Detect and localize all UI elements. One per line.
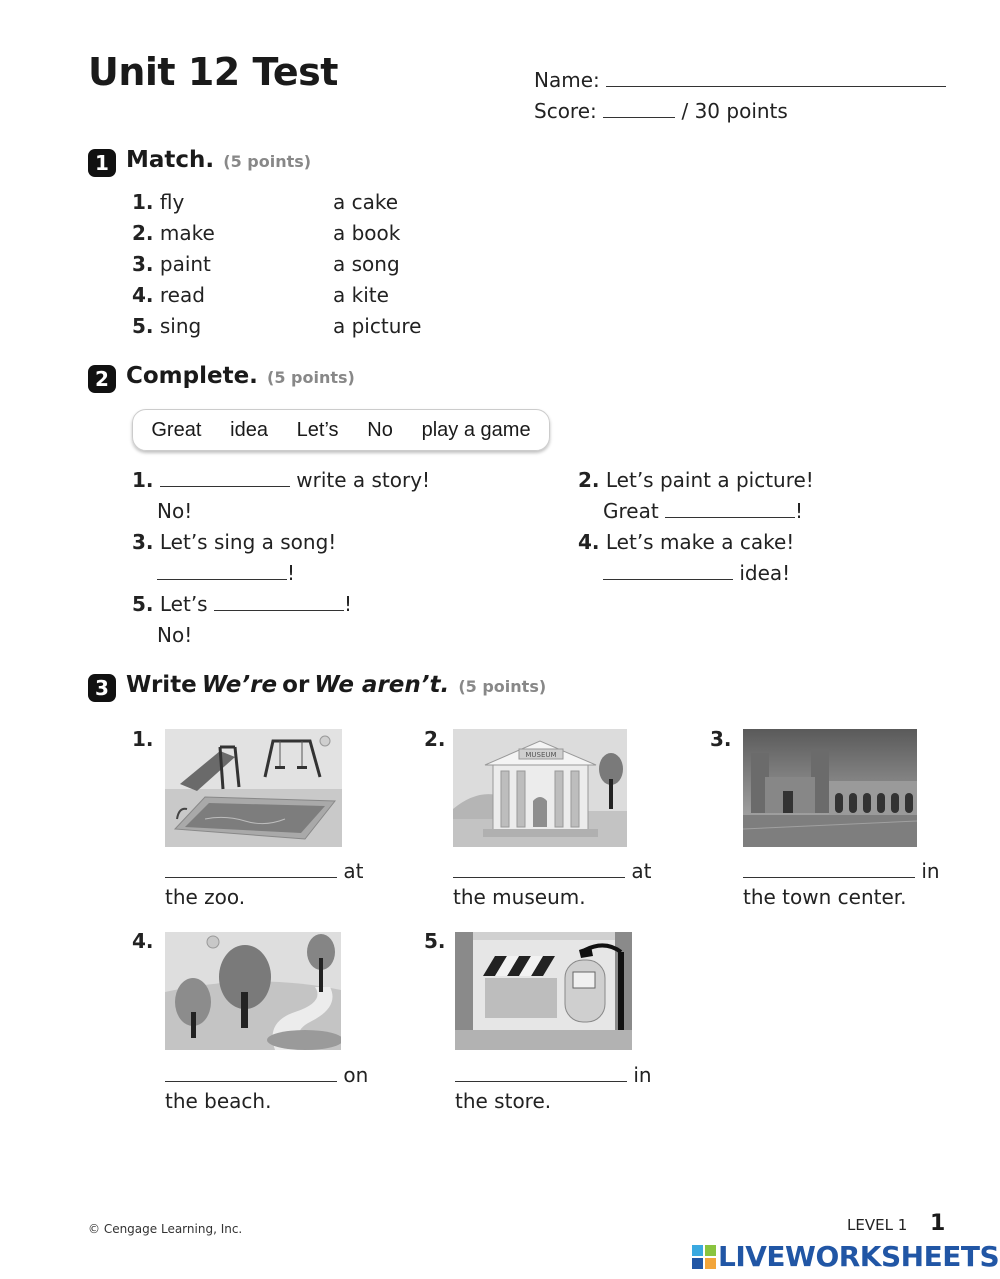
- item-number: 4.: [132, 283, 154, 307]
- museum-sign: MUSEUM: [525, 751, 557, 759]
- complete-item-4: [578, 530, 794, 554]
- item-text: in: [633, 1063, 652, 1087]
- copyright: © Cengage Learning, Inc.: [88, 1222, 243, 1236]
- liveworksheets-mark-icon: [692, 1245, 716, 1269]
- answer-blank[interactable]: [455, 1081, 627, 1082]
- item-text: in: [921, 859, 940, 883]
- section3-heading-or: or: [282, 672, 310, 698]
- complete-item-3: [132, 530, 336, 554]
- score-field[interactable]: [603, 117, 675, 118]
- match-object[interactable]: a picture: [333, 314, 422, 338]
- verb-text: make: [159, 221, 215, 245]
- match-verb: [132, 252, 211, 276]
- complete-item-2: [578, 468, 814, 492]
- answer-blank[interactable]: [165, 877, 337, 878]
- name-row: [534, 68, 946, 92]
- name-field[interactable]: [606, 86, 946, 87]
- write-item-1-line: [165, 859, 363, 883]
- match-object[interactable]: a kite: [333, 283, 389, 307]
- item-text: Let’s: [159, 592, 208, 616]
- verb-text: read: [159, 283, 205, 307]
- verb-text: fly: [159, 190, 185, 214]
- item-text: !: [287, 561, 296, 585]
- item-number: 5.: [424, 929, 446, 953]
- item-number: 4.: [578, 530, 600, 554]
- answer-blank[interactable]: [603, 579, 733, 580]
- answer-blank[interactable]: [743, 877, 915, 878]
- complete-item-1: [132, 468, 430, 492]
- item-number: 3.: [132, 252, 154, 276]
- page-title: Unit 12 Test: [88, 50, 338, 94]
- item-text: idea!: [739, 561, 791, 585]
- word-bank-item: play a game: [421, 418, 531, 441]
- match-verb: [132, 221, 215, 245]
- section3-option-1: We’re: [201, 672, 278, 698]
- item-number: 2.: [132, 221, 154, 245]
- score-row: [534, 99, 788, 123]
- page-number: 1: [930, 1211, 946, 1236]
- item-number: 1.: [132, 727, 154, 751]
- match-verb: [132, 190, 184, 214]
- section2-number: 2: [88, 365, 116, 393]
- section1-heading: Match.: [126, 147, 215, 173]
- item-number: 3.: [132, 530, 154, 554]
- answer-blank[interactable]: [665, 517, 795, 518]
- section2-points: (5 points): [267, 368, 355, 387]
- item-number: 2.: [424, 727, 446, 751]
- liveworksheets-brand: LIVEWORKSHEETS: [718, 1240, 1000, 1273]
- score-label: Score:: [534, 99, 597, 123]
- item-number: 3.: [710, 727, 732, 751]
- item-number: 1.: [132, 190, 154, 214]
- word-bank-item: idea: [230, 418, 268, 441]
- section3-heading-write: Write: [126, 672, 197, 698]
- match-object[interactable]: a cake: [333, 190, 399, 214]
- complete-item-4-response: [603, 561, 790, 585]
- item-text: write a story!: [296, 468, 431, 492]
- item-place: the store.: [455, 1089, 552, 1113]
- answer-blank[interactable]: [165, 1081, 337, 1082]
- item-place: the beach.: [165, 1089, 272, 1113]
- section3-points: (5 points): [458, 677, 547, 696]
- item-text: Let’s make a cake!: [605, 530, 795, 554]
- complete-item-3-response: [157, 561, 295, 585]
- section1-header: [88, 147, 311, 177]
- item-response: No!: [157, 499, 193, 523]
- complete-item-5: [132, 592, 352, 616]
- verb-text: paint: [159, 252, 211, 276]
- playground-image: [165, 729, 342, 847]
- complete-item-2-response: [603, 499, 803, 523]
- write-item-3-line: [743, 859, 940, 883]
- section3-option-2: We aren’t.: [314, 672, 450, 698]
- item-number: 2.: [578, 468, 600, 492]
- match-verb: [132, 283, 205, 307]
- store-image: [455, 932, 632, 1050]
- word-bank-item: Let’s: [296, 418, 339, 441]
- word-bank: [132, 409, 550, 451]
- answer-blank[interactable]: [214, 610, 344, 611]
- match-verb: [132, 314, 201, 338]
- section2-heading: Complete.: [126, 363, 258, 389]
- item-text: Let’s paint a picture!: [605, 468, 814, 492]
- museum-image: [453, 729, 627, 847]
- match-object[interactable]: a book: [333, 221, 401, 245]
- section2-header: [88, 363, 355, 393]
- item-text: at: [631, 859, 652, 883]
- item-number: 1.: [132, 468, 154, 492]
- score-total: / 30 points: [681, 99, 788, 123]
- item-response: No!: [157, 623, 193, 647]
- answer-blank[interactable]: [157, 579, 287, 580]
- section1-number: 1: [88, 149, 116, 177]
- section3-header: [88, 672, 546, 702]
- answer-blank[interactable]: [160, 486, 290, 487]
- item-text: on: [343, 1063, 369, 1087]
- write-item-4-line: [165, 1063, 368, 1087]
- section1-points: (5 points): [223, 152, 312, 171]
- item-text: Let’s sing a song!: [159, 530, 337, 554]
- park-image: [165, 932, 341, 1050]
- town-center-photo: [743, 729, 917, 847]
- match-object[interactable]: a song: [333, 252, 400, 276]
- item-text: !: [795, 499, 804, 523]
- write-item-2-line: [453, 859, 651, 883]
- section3-number: 3: [88, 674, 116, 702]
- write-item-5-line: [455, 1063, 652, 1087]
- liveworksheets-logo[interactable]: [692, 1240, 999, 1273]
- item-text: at: [343, 859, 364, 883]
- item-number: 5.: [132, 592, 154, 616]
- item-number: 5.: [132, 314, 154, 338]
- item-text: Great: [603, 499, 659, 523]
- name-label: Name:: [534, 68, 600, 92]
- item-text: !: [343, 592, 352, 616]
- item-number: 4.: [132, 929, 154, 953]
- level-label: LEVEL 1: [847, 1216, 908, 1234]
- word-bank-item: No: [367, 418, 393, 441]
- verb-text: sing: [159, 314, 202, 338]
- answer-blank[interactable]: [453, 877, 625, 878]
- word-bank-item: Great: [151, 418, 202, 441]
- item-place: the town center.: [743, 885, 907, 909]
- item-place: the museum.: [453, 885, 586, 909]
- item-place: the zoo.: [165, 885, 246, 909]
